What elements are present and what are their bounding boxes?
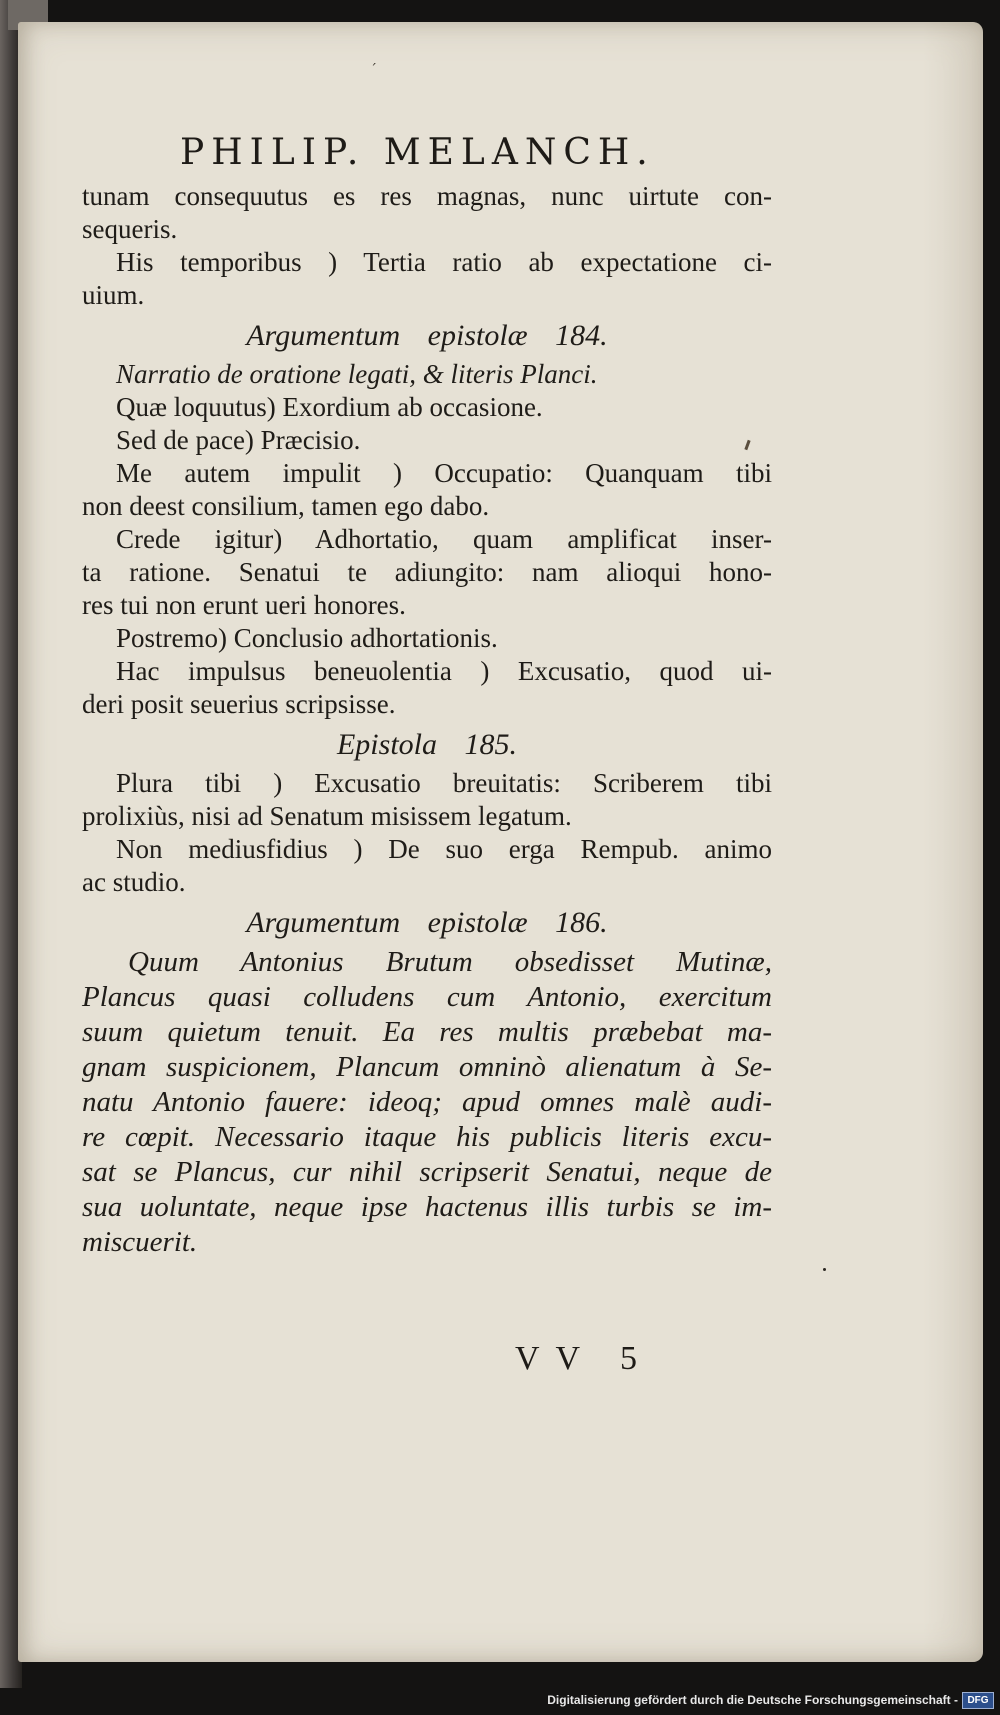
text-line: Narratio de oratione legati, & literis Planci. <box>116 359 598 389</box>
running-head: PHILIP. MELANCH. <box>180 132 655 173</box>
text-line: Postremo) Conclusio adhortationis. <box>116 623 498 653</box>
text-line: deri posit seuerius scripsisse. <box>82 689 396 719</box>
ink-mark: ´ <box>370 62 377 78</box>
text-line: Crede igitur) Adhortatio, quam amplificat inser- <box>116 524 772 554</box>
text-line: Non mediusfidius ) De suo erga Rempub. animo <box>116 834 772 864</box>
text-line: res tui non erunt ueri honores. <box>82 590 406 620</box>
text-line: miscuerit. <box>82 1226 198 1258</box>
text-line: Quum Antonius Brutum obsedisset Mutinæ, <box>128 946 772 978</box>
text-line: His temporibus ) Tertia ratio ab expectatione ci- <box>116 247 772 277</box>
text-line: uium. <box>82 280 145 310</box>
text-line: sat se Plancus, cur nihil scripserit Senatui, neque de <box>82 1156 772 1188</box>
text-line: Hac impulsus beneuolentia ) Excusatio, quod ui- <box>116 656 772 686</box>
page-body <box>82 180 772 1260</box>
section-heading: Argumentum epistolæ 184. <box>246 319 608 352</box>
section-heading: Argumentum epistolæ 186. <box>246 906 608 939</box>
text-line: prolixiùs, nisi ad Senatum misissem legatum. <box>82 801 572 831</box>
text-line: tunam consequutus es res magnas, nunc uirtute con- <box>82 181 772 211</box>
text-line: Me autem impulit ) Occupatio: Quanquam tibi <box>116 458 772 488</box>
text-line: re cœpit. Necessario itaque his publicis literis excu- <box>82 1121 772 1153</box>
text-lines <box>82 180 772 943</box>
text-line: Plura tibi ) Excusatio breuitatis: Scriberem tibi <box>116 768 772 798</box>
text-line: gnam suspicionem, Plancum omninò alienatum à Se- <box>82 1051 772 1083</box>
text-line: natu Antonio fauere: ideoq; apud omnes malè audi- <box>82 1086 772 1118</box>
text-line: non deest consilium, tamen ego dabo. <box>82 491 490 521</box>
text-line: sequeris. <box>82 214 178 244</box>
text-line: ta ratione. Senatui te adiungito: nam alioqui hono- <box>82 557 772 587</box>
text-line: Quæ loquutus) Exordium ab occasione. <box>116 392 543 422</box>
text-line: Sed de pace) Præcisio. <box>116 425 361 455</box>
ink-dot <box>823 1268 826 1271</box>
text-line: ac studio. <box>82 867 186 897</box>
signature-mark: VV 5 <box>515 1340 653 1377</box>
text-line: Plancus quasi colludens cum Antonio, exercitum <box>82 981 772 1013</box>
argument-paragraph <box>82 945 772 1260</box>
text-line: sua uoluntate, neque ipse hactenus illis turbis se im- <box>82 1191 772 1223</box>
dfg-logo: DFG <box>962 1692 994 1709</box>
text-line: suum quietum tenuit. Ea res multis præbebat ma- <box>82 1016 772 1048</box>
section-heading: Epistola 185. <box>336 728 517 761</box>
funding-credit: Digitalisierung gefördert durch die Deutsche Forschungsgemeinschaft - <box>547 1693 958 1707</box>
